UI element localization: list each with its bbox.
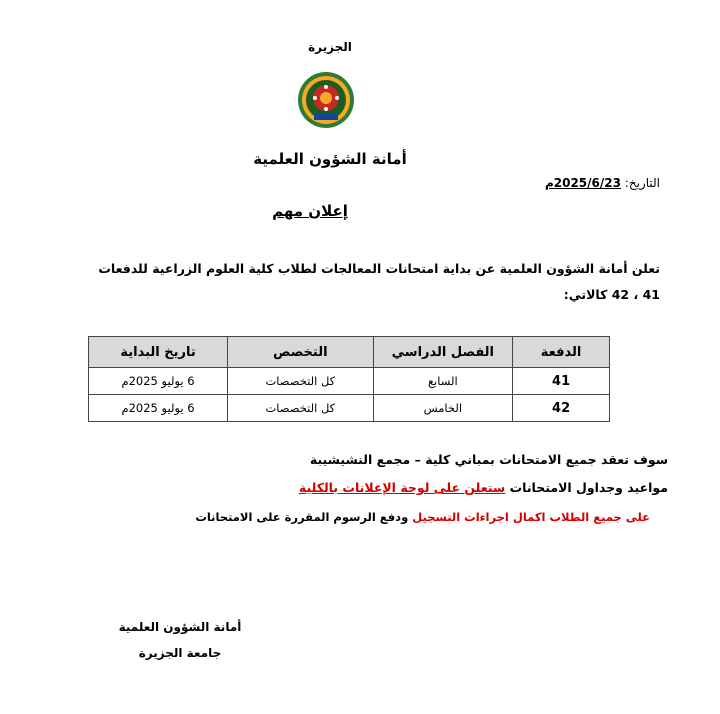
table-row bbox=[89, 368, 610, 395]
schedule-note-prefix: مواعيد وجداول الامتحانات bbox=[505, 480, 668, 495]
exam-location-note: سوف تعقد جميع الامتحانات بمباني كلية – مجمع النشيشيبة bbox=[309, 452, 668, 467]
registration-note-suffix: ودفع الرسوم المقررة على الامتحانات bbox=[195, 510, 413, 524]
cell-start-date: 6 يوليو 2025م bbox=[89, 395, 228, 422]
header-specialization: التخصص bbox=[228, 337, 373, 368]
table-header-row bbox=[89, 337, 610, 368]
university-emblem-icon bbox=[296, 70, 356, 130]
schedule-note-highlight: ستعلن على لوحة الإعلانات بالكلية bbox=[298, 480, 506, 495]
header-start-date: تاريخ البداية bbox=[89, 337, 228, 368]
registration-note-highlight: على جميع الطلاب اكمال اجراءات التسجيل bbox=[412, 510, 650, 524]
cell-batch: 41 bbox=[513, 368, 610, 395]
schedule-table bbox=[88, 336, 610, 422]
registration-note bbox=[150, 510, 650, 524]
signature-university: جامعة الجزيرة bbox=[138, 646, 222, 660]
cell-batch: 42 bbox=[513, 395, 610, 422]
department-title: أمانة الشؤون العلمية bbox=[253, 150, 407, 168]
notice-title: إعلان مهم bbox=[272, 202, 348, 220]
cell-specialization: كل التخصصات bbox=[228, 368, 373, 395]
intro-paragraph: تعلن أمانة الشؤون العلمية عن بداية امتحانات المعالجات لطلاب كلية العلوم الزراعية للدفعات 41 ، 42 كالاتي: bbox=[98, 261, 660, 302]
cell-semester: الخامس bbox=[373, 395, 513, 422]
date-line bbox=[520, 176, 660, 190]
header-semester: الفصل الدراسي bbox=[373, 337, 513, 368]
signature-office: أمانة الشؤون العلمية bbox=[118, 620, 242, 634]
date-value: 2025/6/23م bbox=[544, 176, 621, 190]
university-name-top: الجزيرة bbox=[308, 40, 352, 54]
cell-semester: السابع bbox=[373, 368, 513, 395]
exam-schedule-note bbox=[200, 480, 668, 495]
cell-specialization: كل التخصصات bbox=[228, 395, 373, 422]
header-batch: الدفعة bbox=[513, 337, 610, 368]
cell-start-date: 6 يوليو 2025م bbox=[89, 368, 228, 395]
date-label: التاريخ: bbox=[624, 176, 660, 190]
table-row bbox=[89, 395, 610, 422]
